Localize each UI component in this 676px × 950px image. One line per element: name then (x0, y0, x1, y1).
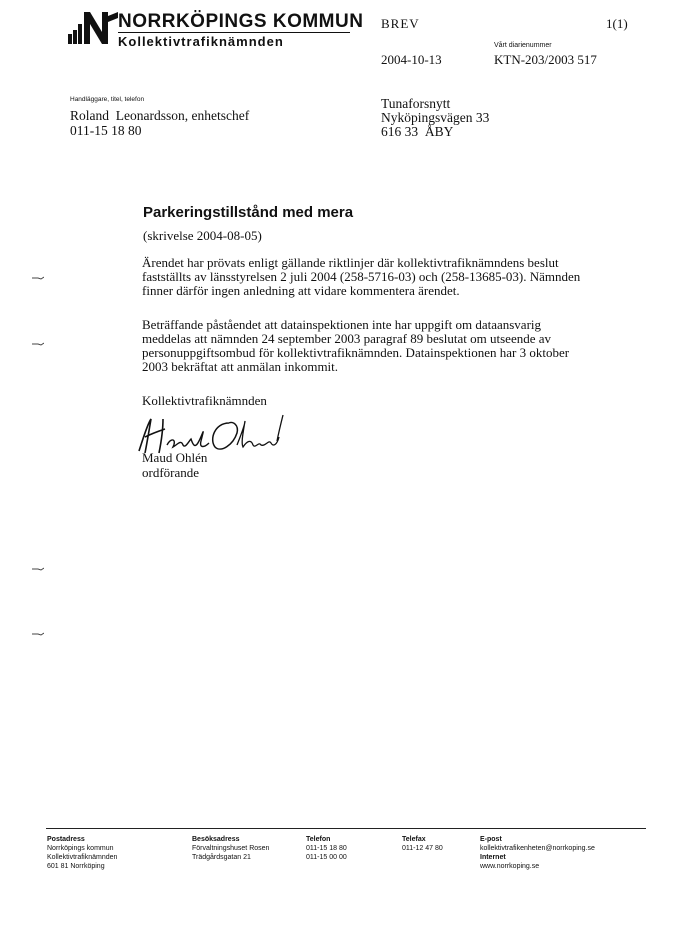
footer-divider (46, 828, 646, 829)
norrkoping-logo-icon (68, 10, 118, 46)
scan-mark (32, 342, 44, 346)
body-paragraph-1: Ärendet har prövats enligt gällande riktlinjer där kollektivtrafiknämndens beslut fastställts av länsstyrelsen 2 juli 2004 (258-5716-03) och (258-13685-03). Nämnden finner därför ingen anledning att vidare kommentera ärendet. (142, 255, 581, 298)
footer-visiting-line: Trädgårdsgatan 21 (192, 854, 251, 861)
handler-label: Handläggare, titel, telefon (70, 96, 145, 103)
reference-number: KTN-203/2003 517 (494, 52, 597, 67)
recipient-street: Nyköpingsvägen 33 (381, 110, 490, 125)
page-number: 1(1) (606, 16, 628, 31)
footer-website[interactable]: www.norrkoping.se (480, 863, 540, 870)
footer-fax-heading: Telefax (402, 836, 426, 843)
letter-subject: Parkeringstillstånd med mera (143, 204, 354, 221)
footer-postal-line: Kollektivtrafiknämnden (47, 854, 118, 861)
footer-postal-address (47, 835, 117, 871)
footer-fax-line: 011-12 47 80 (402, 845, 443, 852)
organization-name: NORRKÖPINGS KOMMUN (118, 11, 364, 32)
reference-label: Vårt diarienummer (494, 42, 552, 49)
subject-reference: (skrivelse 2004-08-05) (143, 228, 262, 243)
footer-postal-line: Norrköpings kommun (47, 845, 114, 852)
footer-email-heading: E-post (480, 836, 502, 843)
footer-email-address[interactable]: kollektivtrafikenheten@norrkoping.se (480, 845, 595, 852)
department-name: Kollektivtrafiknämnden (118, 34, 284, 49)
footer-visiting-heading: Besöksadress (192, 836, 240, 843)
footer-fax (402, 835, 443, 853)
recipient-address (381, 97, 489, 139)
logo-divider (118, 32, 350, 33)
scan-mark (32, 567, 44, 571)
footer-telephone-heading: Telefon (306, 836, 331, 843)
handler-phone: 011-15 18 80 (70, 123, 142, 138)
footer-telephone-line: 011-15 18 80 (306, 845, 347, 852)
body-paragraph-2: Beträffande påståendet att datainspektionen inte har uppgift om dataansvarig meddelas att nämnden 24 september 2003 paragraf 89 beslutat om utseende av personuppgiftsombud för kollektivtrafiknämnden. Datainspektionen har 3 oktober 2003 bekräftat att anmälan inkommit. (142, 317, 570, 374)
footer-email (480, 835, 595, 871)
document-type: BREV (381, 16, 420, 31)
footer-internet-heading: Internet (480, 854, 506, 861)
scan-mark (32, 276, 44, 280)
footer-visiting-address (192, 835, 269, 862)
signer-name: Maud Ohlén (142, 450, 208, 465)
footer-postal-heading: Postadress (47, 836, 85, 843)
signer-title: ordförande (142, 465, 200, 480)
letter-date: 2004-10-13 (381, 52, 442, 67)
recipient-name: Tunaforsnytt (381, 96, 451, 111)
handler-name: Roland Leonardsson, enhetschef (70, 108, 250, 123)
footer-postal-line: 601 81 Norrköping (47, 863, 105, 870)
footer-telephone (306, 835, 347, 862)
scan-mark (32, 632, 44, 636)
footer-telephone-line: 011-15 00 00 (306, 854, 347, 861)
recipient-postal: 616 33 ÅBY (381, 124, 454, 139)
closing-organization: Kollektivtrafiknämnden (142, 393, 267, 408)
footer-visiting-line: Förvaltningshuset Rosen (192, 845, 270, 852)
